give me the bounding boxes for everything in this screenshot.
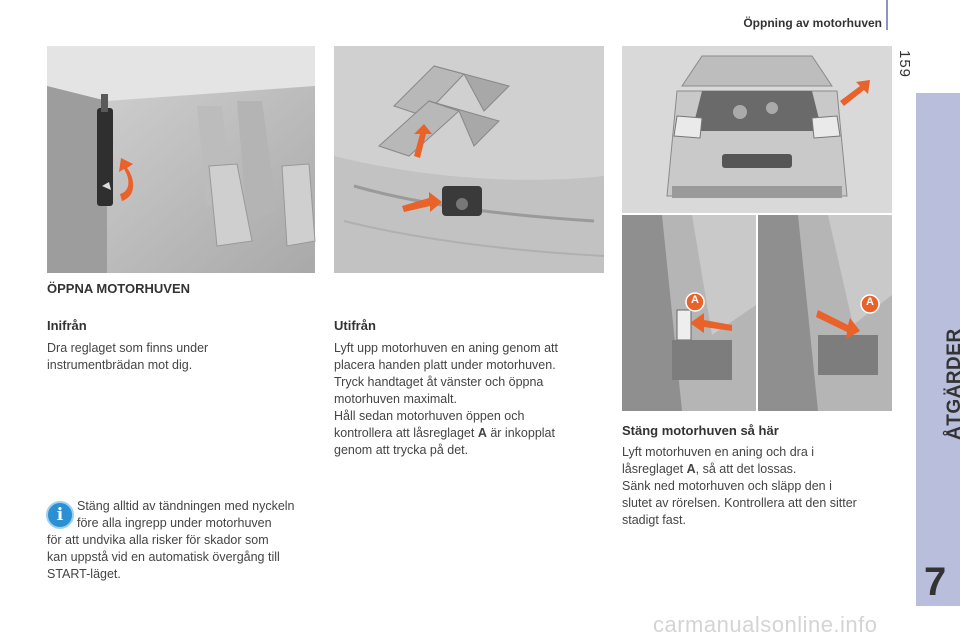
photo-van-front-hood-open <box>622 46 892 213</box>
outside-lever-ref: A <box>477 426 487 440</box>
outside-line-6-a: kontrollera att låsreglaget <box>334 426 478 440</box>
close-line-1: Lyft motorhuven en aning och dra i <box>622 445 815 459</box>
note-line-5: START-läget. <box>47 567 121 581</box>
label-lever-a-2: A <box>866 296 874 308</box>
note-line-1: Stäng alltid av tändningen med nyckeln <box>77 499 295 513</box>
outside-line-6-b: är inkopplat <box>486 426 555 440</box>
label-lever-a: A <box>691 294 699 306</box>
watermark: carmanualsonline.info <box>653 612 878 637</box>
note-line-4: kan uppstå vid en automatisk övergång till <box>47 550 280 564</box>
outside-line-6 <box>334 425 558 442</box>
close-line-2-b: , så att det lossas. <box>695 462 797 476</box>
outside-line-2: placera handen platt under motorhuven. <box>334 358 556 372</box>
photo-lever-a-release <box>622 215 756 411</box>
close-line-2-a: låsreglaget <box>622 462 687 476</box>
photo-lever-a-engaged <box>758 215 892 411</box>
photo-interior-release-lever <box>47 46 315 273</box>
outside-line-1: Lyft upp motorhuven en aning genom att <box>334 341 558 355</box>
section-title: ÖPPNA MOTORHUVEN <box>47 281 191 296</box>
running-header: Öppning av motorhuven <box>743 16 882 30</box>
info-icon: i <box>46 501 74 529</box>
close-line-4: slutet av rörelsen. Kontrollera att den sitter <box>622 496 857 510</box>
outside-text <box>334 340 558 459</box>
close-line-3: Sänk ned motorhuven och släpp den i <box>622 479 832 493</box>
outside-line-5: Håll sedan motorhuven öppen och <box>334 409 525 423</box>
chapter-label: ÅTGÄRDER <box>944 328 965 440</box>
inside-line-1: Dra reglaget som finns under <box>47 341 209 355</box>
outside-heading: Utifrån <box>334 318 376 333</box>
close-lever-ref: A <box>686 462 696 476</box>
page-number: 159 <box>896 50 913 79</box>
photo-exterior-hood-catch <box>334 46 604 273</box>
outside-line-3: Tryck handtaget åt vänster och öppna <box>334 375 544 389</box>
outside-line-4: motorhuven maximalt. <box>334 392 457 406</box>
note-line-2: före alla ingrepp under motorhuven <box>77 516 272 530</box>
close-heading: Stäng motorhuven så här <box>622 423 779 438</box>
close-text <box>622 444 857 529</box>
inside-line-2: instrumentbrädan mot dig. <box>47 358 193 372</box>
inside-heading: Inifrån <box>47 318 87 333</box>
note-text <box>47 498 295 583</box>
outside-line-7: genom att trycka på det. <box>334 443 469 457</box>
chapter-number: 7 <box>924 560 947 604</box>
inside-text <box>47 340 208 374</box>
note-line-3: för att undvika alla risker för skador som <box>47 533 269 547</box>
close-line-2 <box>622 461 857 478</box>
header-divider <box>886 0 888 30</box>
close-line-5: stadigt fast. <box>622 513 686 527</box>
